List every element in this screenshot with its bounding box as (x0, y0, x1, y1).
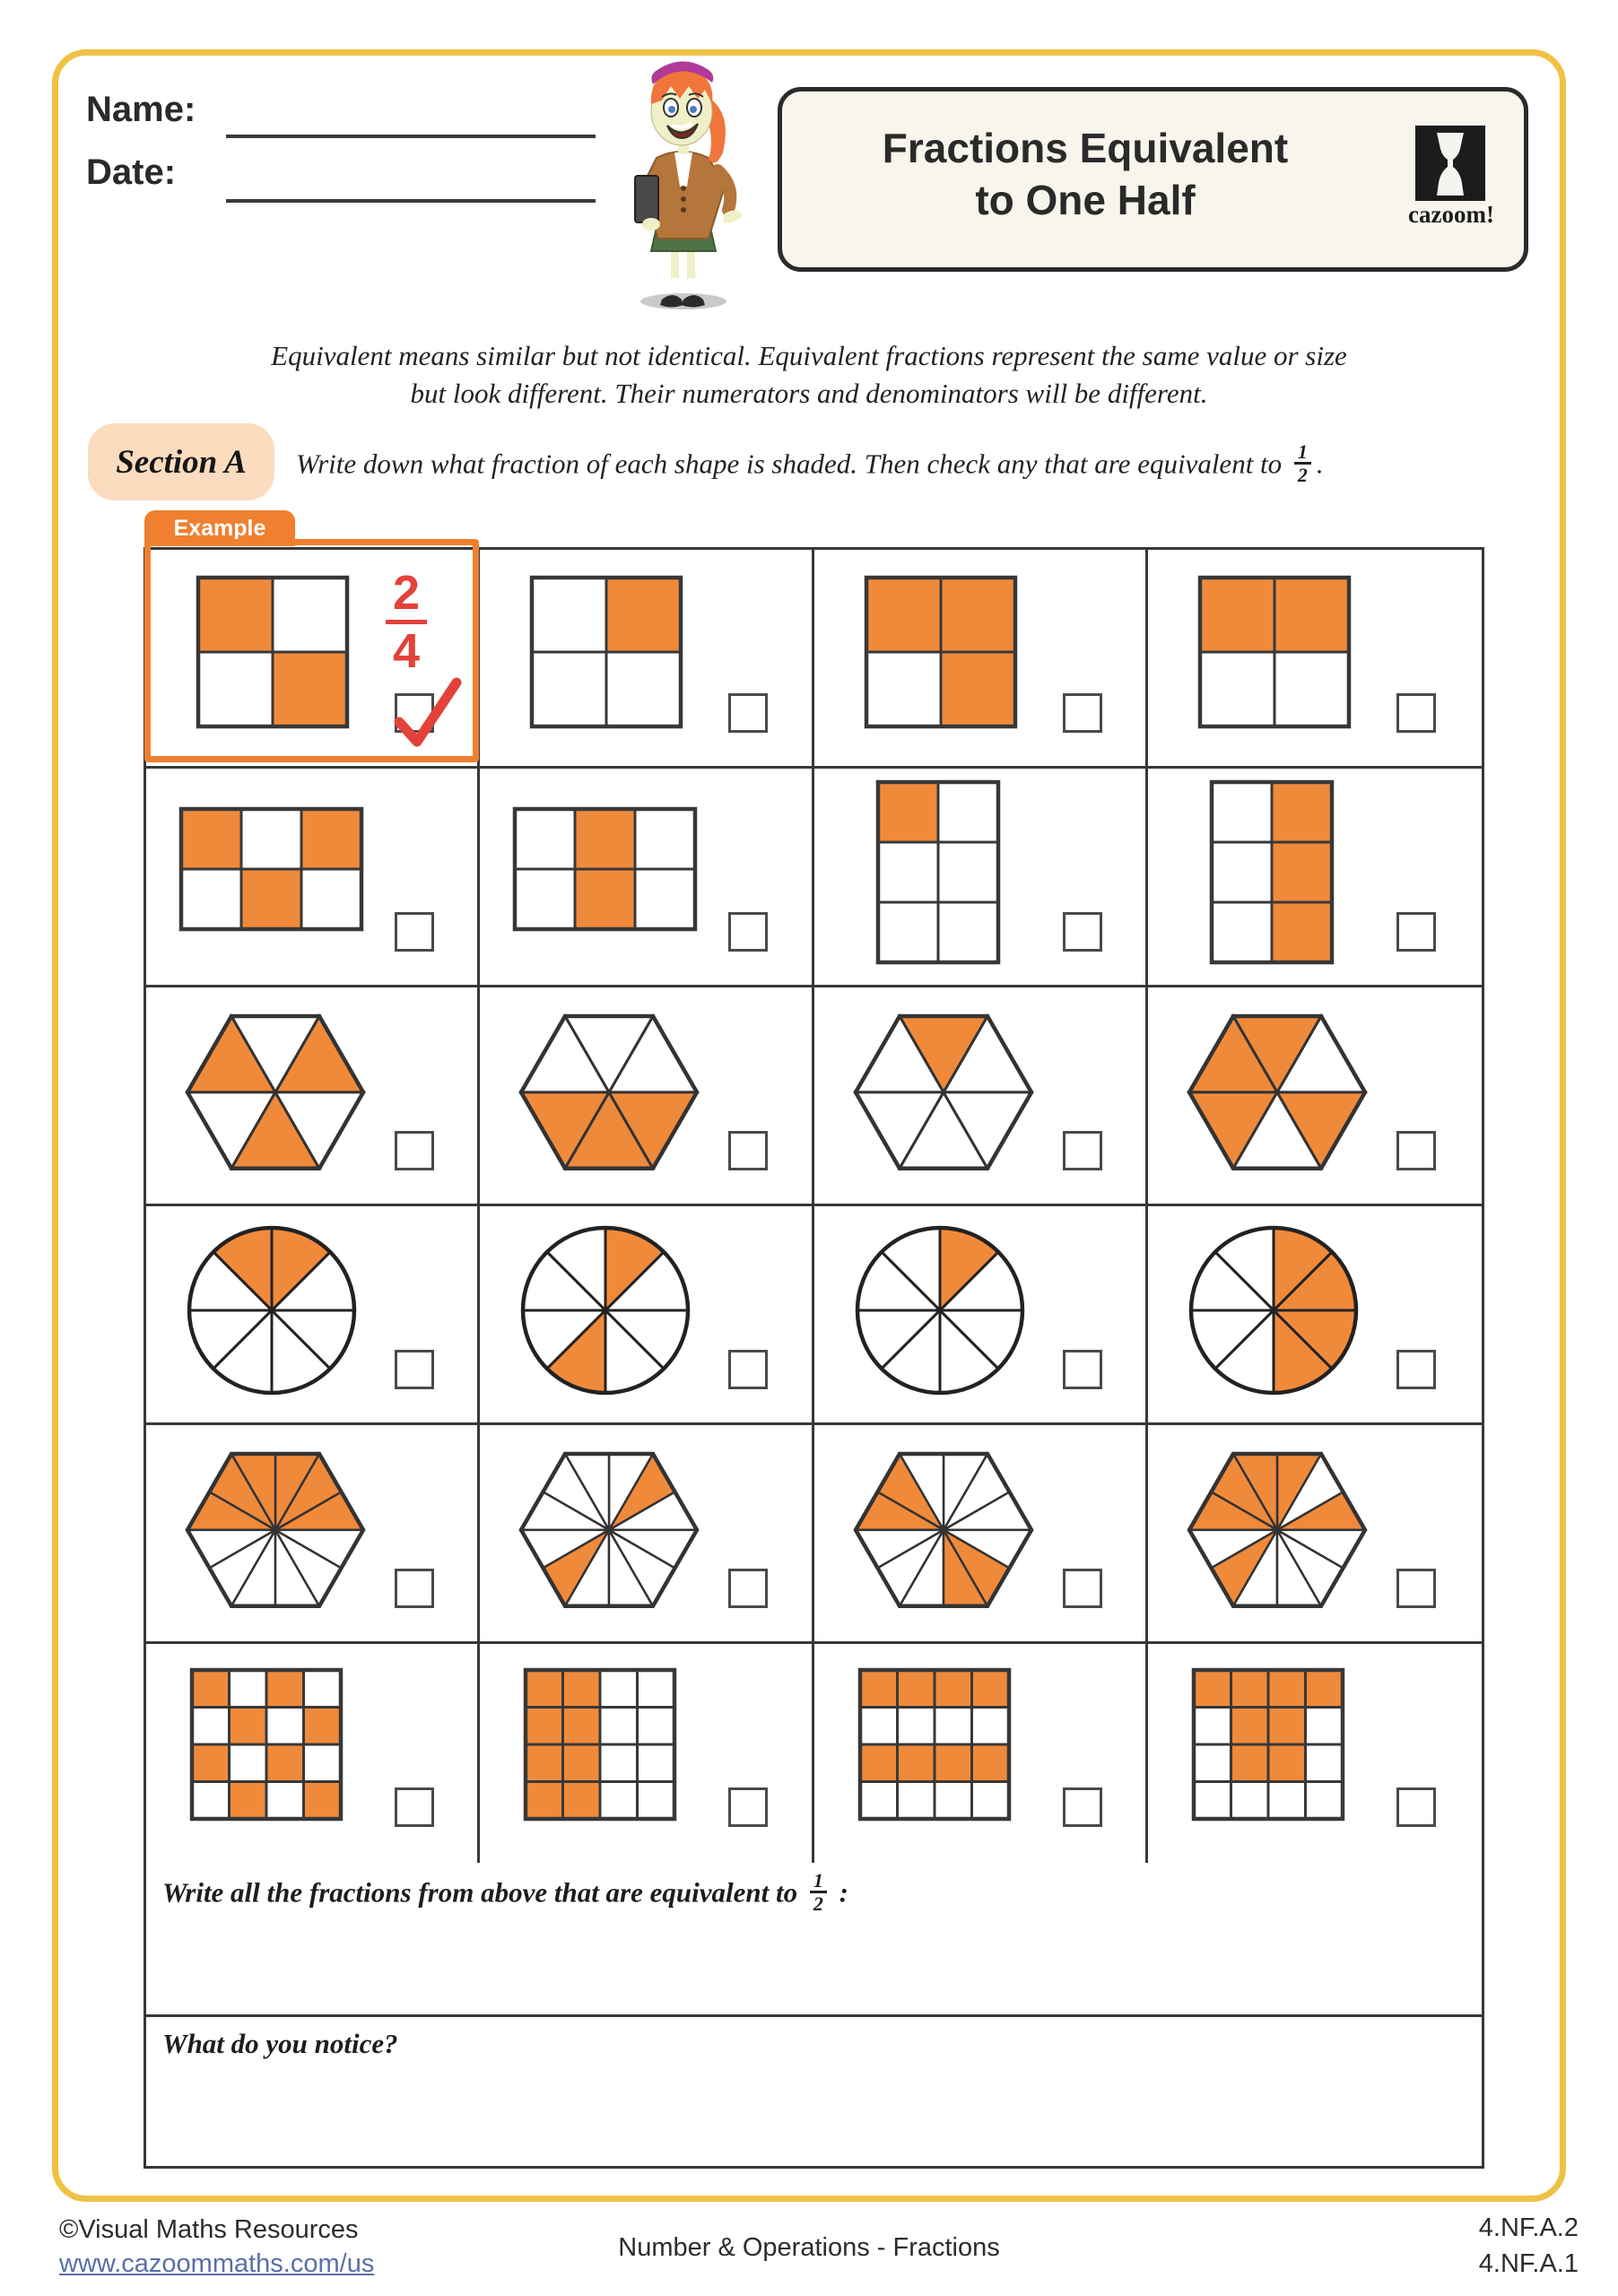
fraction-cell-r2c2 (480, 769, 813, 985)
fraction-cell-r6c4 (1148, 1644, 1482, 1863)
equivalent-checkbox[interactable] (1063, 1350, 1102, 1389)
instruction-period: . (1316, 448, 1324, 480)
equivalent-checkbox[interactable] (395, 1787, 434, 1827)
shape-grid-4x4 (857, 1667, 1012, 1826)
fraction-cell-r1c3 (814, 550, 1148, 766)
equivalent-checkbox[interactable] (395, 912, 434, 952)
intro-text (91, 337, 1527, 413)
shapes-grid (144, 515, 1484, 2169)
fraction-cell-r4c1 (146, 1206, 480, 1422)
fraction-cell-r2c1 (146, 769, 480, 985)
fraction-cell-r3c2 (480, 987, 813, 1204)
shape-hexagon-12 (184, 1450, 367, 1614)
shape-grid-2x2 (1197, 575, 1352, 734)
shape-hexagon-12 (852, 1450, 1035, 1614)
equivalent-checkbox[interactable] (728, 1569, 768, 1608)
fraction-cell-r6c2 (480, 1644, 813, 1863)
shape-hexagon-12 (518, 1450, 700, 1614)
equivalent-checkbox[interactable] (1396, 1350, 1436, 1389)
shape-grid-2x3 (1209, 779, 1335, 970)
equivalent-checkbox[interactable] (1396, 693, 1436, 733)
example-checkmark-icon (387, 670, 464, 752)
grid-row-3 (146, 987, 1482, 1206)
shape-hexagon-6 (518, 1013, 700, 1177)
equivalent-checkbox[interactable] (1396, 1787, 1436, 1827)
girl-illustration (574, 52, 789, 312)
shape-grid-2x2 (196, 575, 350, 734)
date-label: Date: (86, 152, 177, 192)
shape-grid-2x2 (864, 575, 1018, 734)
shape-grid-4x4 (189, 1667, 344, 1826)
fraction-cell-r3c4 (1148, 987, 1482, 1204)
cazoom-logo-icon (1415, 126, 1485, 201)
shape-grid-4x4 (523, 1667, 677, 1826)
write-prompt-colon: : (831, 1876, 848, 1909)
section-a-instruction (296, 440, 1552, 489)
grid-row-1 (146, 515, 1482, 769)
cazoom-logo-text: cazoom! (1408, 201, 1494, 228)
shape-circle-8 (186, 1224, 358, 1401)
write-prompt-text: Write all the fractions from above that are equivalent to (162, 1876, 798, 1909)
name-label: Name: (86, 90, 196, 129)
shape-circle-8 (1187, 1224, 1360, 1401)
shape-hexagon-12 (1186, 1450, 1369, 1614)
grid-row-4 (146, 1206, 1482, 1425)
fraction-cell-r1c2 (480, 550, 813, 766)
shape-grid-3x2 (178, 806, 364, 936)
equivalent-checkbox[interactable] (1063, 1787, 1102, 1827)
equivalent-checkbox[interactable] (395, 1350, 434, 1389)
fraction-cell-r4c2 (480, 1206, 813, 1422)
shape-grid-2x2 (529, 575, 683, 734)
title-line-1: Fractions Equivalent (882, 125, 1289, 171)
equivalent-checkbox[interactable] (728, 1131, 768, 1170)
fraction-cell-r6c3 (814, 1644, 1148, 1863)
example-answer-fraction (370, 568, 442, 676)
shape-grid-3x2 (512, 806, 698, 936)
shape-circle-8 (519, 1224, 692, 1401)
date-input-line[interactable] (226, 199, 596, 203)
equivalent-checkbox[interactable] (395, 1569, 434, 1608)
grid-row-5 (146, 1425, 1482, 1644)
notice-prompt: What do you notice? (162, 2028, 398, 2059)
footer-standard-1: 4.NF.A.2 (1478, 2213, 1579, 2242)
one-half-fraction: $\frac{1}{2}$ (810, 1870, 827, 1914)
fraction-cell-r5c2 (480, 1425, 813, 1641)
footer-topic: Number & Operations - Fractions (618, 2233, 1000, 2262)
equivalent-checkbox[interactable] (728, 1787, 768, 1827)
shape-hexagon-6 (184, 1013, 367, 1177)
shape-grid-4x4 (1191, 1667, 1345, 1826)
equivalent-checkbox[interactable] (1396, 1131, 1436, 1170)
grid-rows (146, 515, 1482, 1863)
equivalent-checkbox[interactable] (1396, 912, 1436, 952)
notice-row[interactable] (146, 2017, 1482, 2166)
example-numerator: 2 (392, 566, 421, 620)
fraction-cell-r5c4 (1148, 1425, 1482, 1641)
shape-grid-2x3 (875, 779, 1001, 970)
equivalent-checkbox[interactable] (1063, 912, 1102, 952)
intro-line-1: Equivalent means similar but not identical. Equivalent fractions represent the same value or size (271, 340, 1347, 371)
equivalent-checkbox[interactable] (1063, 1131, 1102, 1170)
example-denominator: 4 (392, 624, 421, 678)
title-line-2: to One Half (975, 177, 1196, 223)
fraction-cell-r5c3 (814, 1425, 1148, 1641)
fraction-cell-r4c4 (1148, 1206, 1482, 1422)
example-tab-label: Example (173, 515, 266, 541)
equivalent-checkbox[interactable] (395, 1131, 434, 1170)
grid-row-2 (146, 769, 1482, 987)
fraction-cell-r1c4 (1148, 550, 1482, 766)
fraction-cell-r5c1 (146, 1425, 480, 1641)
footer-standard-2: 4.NF.A.1 (1478, 2249, 1579, 2278)
write-fractions-row[interactable] (146, 1863, 1482, 2017)
equivalent-checkbox[interactable] (728, 693, 768, 733)
instruction-text: Write down what fraction of each shape is shaded. Then check any that are equivalent to (296, 448, 1283, 480)
footer-copyright: ©Visual Maths Resources (59, 2215, 359, 2244)
shape-hexagon-6 (1186, 1013, 1369, 1177)
fraction-cell-r2c3 (814, 769, 1148, 985)
fraction-cell-r4c3 (814, 1206, 1148, 1422)
section-a-badge (88, 423, 274, 500)
shape-circle-8 (854, 1224, 1026, 1401)
one-half-fraction: $\frac{1}{2}$ (1294, 441, 1311, 485)
worksheet-title (807, 122, 1363, 226)
equivalent-checkbox[interactable] (728, 912, 768, 952)
equivalent-checkbox[interactable] (728, 1350, 768, 1389)
footer-link[interactable]: www.cazoommaths.com/us (59, 2249, 375, 2278)
example-tab (144, 510, 295, 546)
section-a-label: Section A (116, 443, 247, 481)
fraction-cell-r3c1 (146, 987, 480, 1204)
equivalent-checkbox[interactable] (1063, 1569, 1102, 1608)
equivalent-checkbox[interactable] (1396, 1569, 1436, 1608)
write-fractions-prompt (162, 1869, 848, 1918)
equivalent-checkbox[interactable] (1063, 693, 1102, 733)
fraction-cell-r1c1 (146, 515, 480, 766)
name-input-line[interactable] (226, 135, 596, 138)
fraction-cell-r2c4 (1148, 769, 1482, 985)
intro-line-2: but look different. Their numerators and denominators will be different. (410, 378, 1208, 409)
fraction-cell-r3c3 (814, 987, 1148, 1204)
shape-hexagon-6 (852, 1013, 1035, 1177)
grid-row-6 (146, 1644, 1482, 1863)
fraction-cell-r6c1 (146, 1644, 480, 1863)
